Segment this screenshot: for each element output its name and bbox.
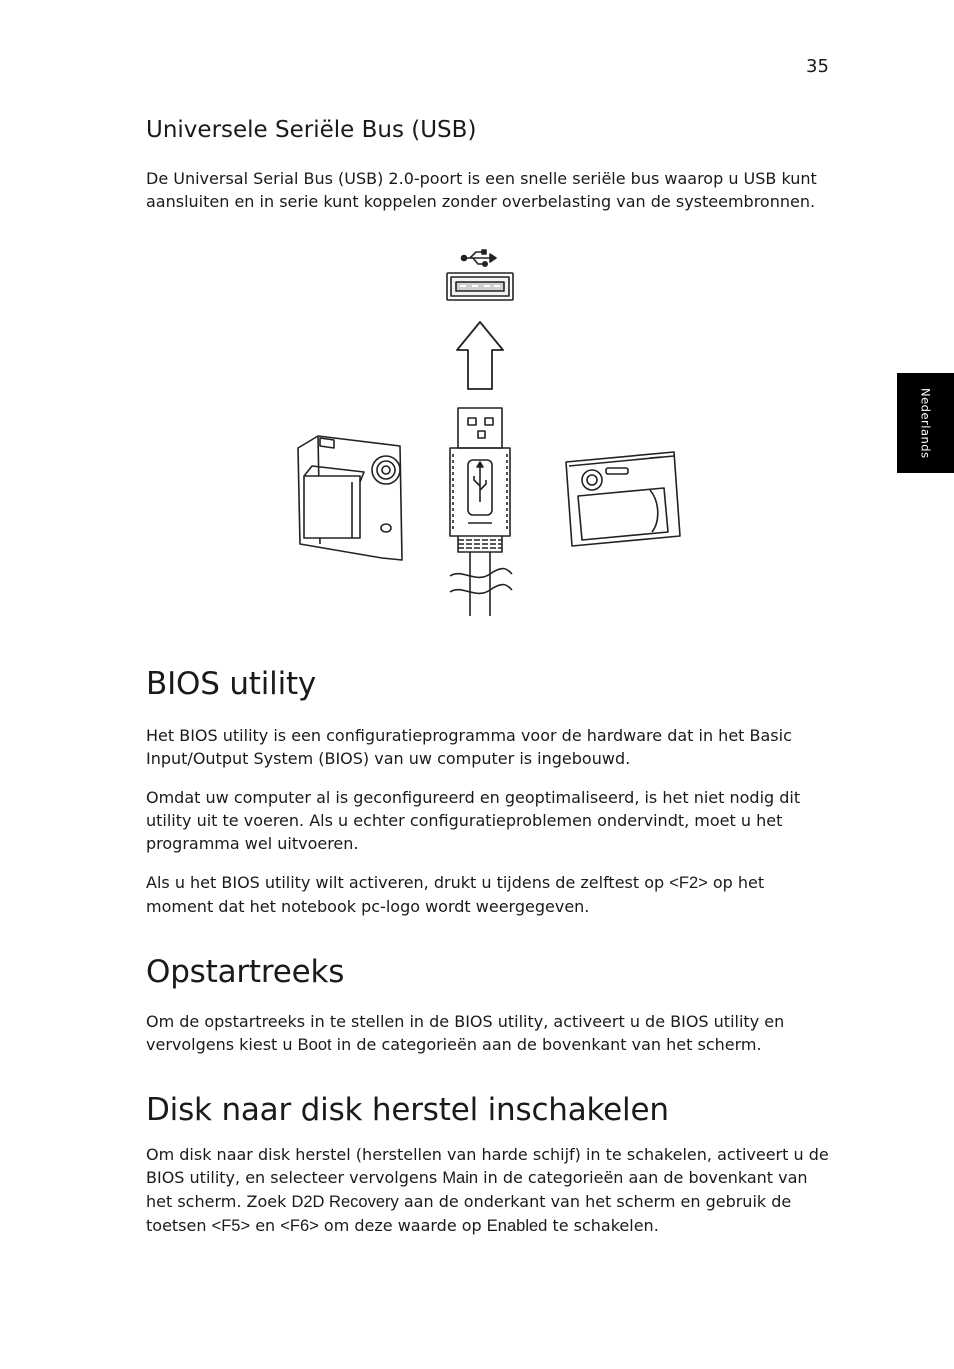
keyword-d2d-recovery: D2D Recovery — [291, 1193, 399, 1211]
d2d-section-title: Disk naar disk herstel inschakelen — [146, 1092, 669, 1128]
bios-paragraph-1: Het BIOS utility is een configuratieprogramma voor de hardware dat in het Basic Input/Output System (BIOS) van uw computer is ingebouwd. — [146, 726, 792, 768]
bios-section-title: BIOS utility — [146, 666, 317, 702]
keyword-enabled: Enabled — [486, 1217, 548, 1235]
usb-section-title: Universele Seriële Bus (USB) — [146, 117, 477, 143]
key-f5: <F5> — [211, 1217, 251, 1235]
bios-paragraph-3: Als u het BIOS utility wilt activeren, drukt u tijdens de zelftest op <F2> op het moment dat het notebook pc-logo wordt weergegeven. — [146, 873, 765, 916]
usb-plug-icon — [450, 408, 512, 616]
d2d-paragraph: Om disk naar disk herstel (herstellen van harde schijf) in te schakelen, activeert u de BIOS utility, en selecteer vervolgens Main in de categorieën aan de bovenkant van het scherm. Zoek D2D Recovery aan de onderkant van het scherm en gebruik de toetsen <F5> en <F6> om deze waarde op Enabled te schakelen. — [146, 1145, 829, 1235]
digital-camera-icon — [566, 452, 680, 546]
usb-paragraph: De Universal Serial Bus (USB) 2.0-poort is een snelle seriële bus waarop u USB kunt aansluiten en in serie kunt koppelen zonder overbelasting van de systeembronnen. — [146, 169, 817, 211]
usb-connection-illustration — [290, 240, 690, 620]
key-f2: <F2> — [669, 874, 708, 892]
keyword-boot: Boot — [297, 1036, 332, 1054]
boot-section-title: Opstartreeks — [146, 954, 345, 990]
usb-symbol-icon — [462, 250, 497, 266]
page-number: 35 — [806, 56, 829, 77]
boot-paragraph: Om de opstartreeks in te stellen in de BIOS utility, activeert u de BIOS utility en vervolgens kiest u Boot in de categorieën aan de bovenkant van het scherm. — [146, 1012, 785, 1054]
bios-paragraph-2: Omdat uw computer al is geconfigureerd en geoptimaliseerd, is het niet nodig dit utility uit te voeren. Als u echter configuratieproblemen ondervindt, moet u het programma wel uitvoeren. — [146, 788, 801, 853]
up-arrow-icon — [457, 322, 503, 389]
language-tab — [897, 373, 954, 473]
keyword-main: Main — [442, 1169, 479, 1187]
camcorder-icon — [298, 436, 402, 560]
key-f6: <F6> — [280, 1217, 319, 1235]
language-tab-label: Nederlands — [918, 387, 933, 459]
usb-port-icon — [447, 273, 513, 300]
